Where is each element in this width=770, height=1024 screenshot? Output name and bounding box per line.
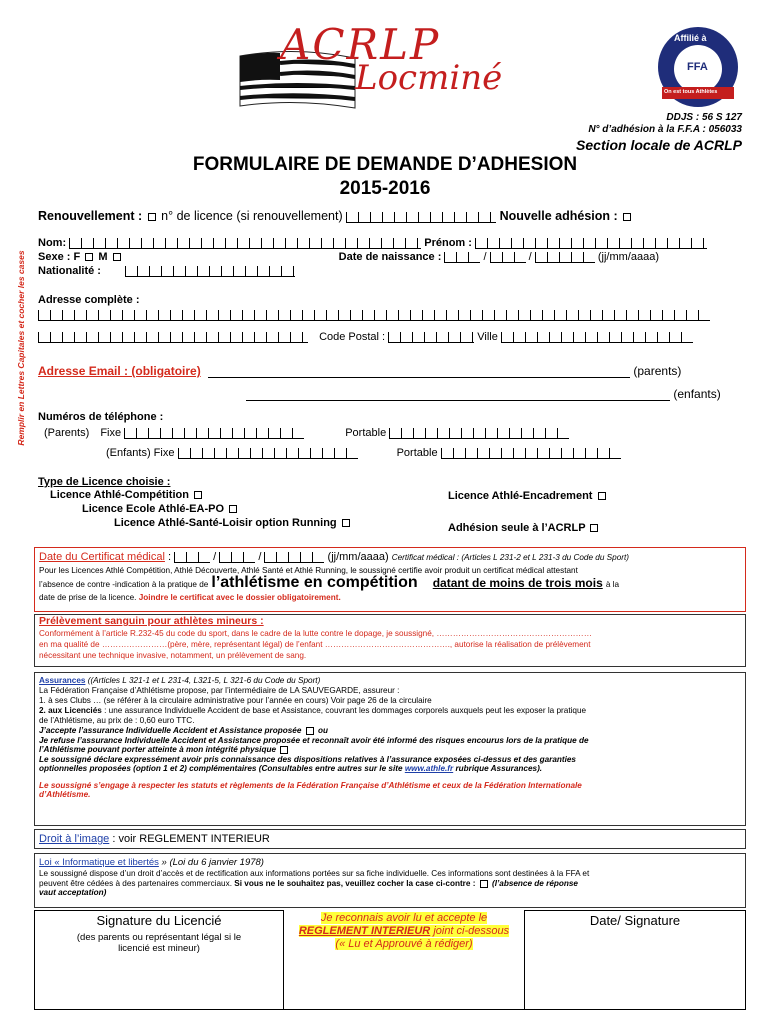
assurance-declare-line-2: optionnelles proposées (option 1 et 2) complémentaires (Consultables entre autres sur le site	[39, 764, 403, 773]
assurance-declare-line-1: Le soussigné déclare expressément avoir pris connaissance des dispositions relatives à l’assurance exposées ci-dessus et des garanties	[39, 755, 576, 764]
certificat-competition: l’athlétisme en compétition	[211, 574, 418, 591]
email-block	[38, 364, 721, 401]
phone-enfants-portable-label: Portable	[396, 447, 438, 459]
birth-year-field[interactable]	[535, 252, 595, 263]
reglement-text-1: Je reconnais avoir lu et accepte le	[320, 912, 488, 924]
assurance-declare-line-2b: rubrique Assurances).	[455, 764, 543, 773]
licence-title: Type de Licence choisie :	[38, 476, 171, 488]
certificat-text-1: Pour les Licences Athlé Compétition, Athlé Découverte, Athlé Santé et Athlé Running, le soussigné certifie avoir produit un certificat médical attestant	[39, 566, 578, 575]
phone-parents-fixe-label: Fixe	[100, 427, 122, 439]
phones-title: Numéros de téléphone :	[38, 411, 164, 423]
adhesion-seule	[448, 522, 600, 534]
phone-parents-portable-field[interactable]	[389, 428, 569, 439]
assurances-line-3: : une assurance Individuelle Accident de base et Assistance, couvrant les dommages corporels auxquels peut les exposer la pratique	[104, 706, 587, 715]
sexe-label: Sexe : F	[38, 251, 81, 263]
assurances-licencies: 2. aux Licenciés	[39, 706, 102, 715]
ville-label: Ville	[477, 331, 498, 343]
phone-enfants-fixe-label: (Enfants) Fixe	[106, 447, 175, 459]
prelevement-line-3: nécessitant une technique invasive, notamment, un prélèvement de sang.	[39, 651, 307, 660]
sexe-f-checkbox[interactable]	[85, 253, 93, 261]
phone-parents-label: (Parents)	[44, 427, 90, 439]
athle-link[interactable]: www.athle.fr	[404, 764, 454, 773]
new-membership-label: Nouvelle adhésion :	[499, 209, 618, 223]
email-parents-field[interactable]	[208, 366, 630, 378]
phone-parents-portable-label: Portable	[345, 427, 387, 439]
droit-image-box	[34, 829, 746, 849]
licence-number-field[interactable]	[346, 212, 496, 223]
assurance-accept-checkbox[interactable]	[306, 727, 314, 735]
code-postal-field[interactable]	[388, 332, 474, 343]
date-signature-box[interactable]	[524, 910, 746, 1010]
ddjs-number: DDJS : 56 S 127	[666, 112, 742, 123]
assurance-refuse-checkbox[interactable]	[280, 746, 288, 754]
renew-row	[38, 209, 633, 223]
nom-label: Nom:	[38, 237, 67, 249]
ffa-badge	[656, 25, 740, 109]
certificat-text-2b: à la	[605, 580, 620, 589]
address-block	[38, 294, 710, 343]
licence-encadrement	[448, 490, 608, 502]
sexe-m-label: M	[98, 251, 108, 263]
adhesion-seule-label: Adhésion seule à l’ACRLP	[448, 522, 586, 534]
reglement-text-3: (« Lu et Approuvé à rédiger)	[335, 938, 473, 950]
assurances-ref: ((Articles L 321-1 et L 231-4, L321-5, L 321-6 du Code du Sport)	[87, 676, 321, 685]
loi-ref: » (Loi du 6 janvier 1978)	[161, 857, 264, 868]
email-label: Adresse Email : (obligatoire)	[38, 364, 201, 378]
loi-optout-checkbox[interactable]	[480, 880, 488, 888]
licence-competition-label: Licence Athlé-Compétition	[50, 489, 189, 501]
prelevement-line-2: en ma qualité de ……………………(père, mère, représentant légal) de l’enfant ………………………………………., autorise la réalisation de prélèvement	[39, 640, 591, 649]
logo-text-locmine: Locminé	[355, 58, 503, 98]
side-instruction: Remplir en Lettres Capitales et cocher les cases	[16, 250, 26, 446]
prenom-label: Prénom :	[424, 237, 472, 249]
adhesion-seule-checkbox[interactable]	[590, 524, 598, 532]
reglement-link[interactable]: REGLEMENT INTERIEUR	[298, 925, 431, 937]
ffa-badge-top: Affilié à	[674, 33, 707, 43]
phone-enfants-fixe-field[interactable]	[178, 448, 358, 459]
renew-checkbox[interactable]	[148, 213, 156, 221]
licence-sante-checkbox[interactable]	[342, 519, 350, 527]
licence-ecole-checkbox[interactable]	[229, 505, 237, 513]
assurances-box	[34, 672, 746, 826]
new-membership-checkbox[interactable]	[623, 213, 631, 221]
sexe-m-checkbox[interactable]	[113, 253, 121, 261]
engage-line-1: Le soussigné s’engage à respecter les statuts et règlements de la Fédération Française d’Athlétisme et ceux de la Fédération Internationale	[39, 781, 582, 790]
club-logo	[205, 18, 545, 113]
nom-field[interactable]	[69, 238, 421, 249]
phone-enfants-portable-field[interactable]	[441, 448, 621, 459]
birth-month-field[interactable]	[490, 252, 526, 263]
nationalite-label: Nationalité :	[38, 265, 101, 277]
prenom-field[interactable]	[475, 238, 707, 249]
assurance-accept-label: J’accepte l’assurance Individuelle Accident et Assistance proposée	[39, 726, 302, 735]
assurances-title: Assurances	[39, 676, 86, 685]
form-title: FORMULAIRE DE DEMANDE D’ADHESION	[192, 154, 578, 175]
identity-block: Nom: Prénom : Sexe : F M Date de naissance : / / (jj/mm/aaaa) Nationalité :	[38, 237, 707, 277]
reglement-box	[284, 910, 524, 1010]
assurance-refuse-line-1: Je refuse l’assurance Individuelle Accident et Assistance proposée et reconnaît avoir été informé des risques encourus lors de la pratique de	[39, 736, 589, 745]
ville-field[interactable]	[501, 332, 693, 343]
assurances-line-4: de l’Athlétisme, au prix de : 0,60 euro TTC.	[39, 716, 195, 725]
nationalite-field[interactable]	[125, 266, 295, 277]
licence-number-label: n° de licence (si renouvellement)	[161, 209, 343, 223]
engage-line-2: d’Athlétisme.	[39, 790, 91, 799]
certificat-datant: datant de moins de trois mois	[432, 576, 603, 590]
assurances-line-1: La Fédération Française d’Athlétisme propose, par l’intermédiaire de LA SAUVEGARDE, assureur :	[39, 686, 400, 695]
certificat-label: Date du Certificat médical	[39, 551, 165, 563]
certificat-text-2a: l’absence de contre -indication à la pratique de	[39, 580, 209, 589]
phone-parents-fixe-field[interactable]	[124, 428, 304, 439]
birth-format: (jj/mm/aaaa)	[597, 251, 659, 263]
birth-day-field[interactable]	[444, 252, 480, 263]
reglement-text-2: joint ci-dessous	[433, 925, 510, 937]
certificat-month-field[interactable]	[219, 552, 255, 563]
signature-title: Signature du Licencié	[96, 913, 222, 928]
certificat-year-field[interactable]	[264, 552, 324, 563]
email-enfants-field[interactable]	[246, 389, 670, 401]
certificat-note: Certificat médical : (Articles L 231-2 et L 231-3 du Code du Sport)	[391, 553, 629, 562]
loi-box	[34, 853, 746, 908]
date-signature-title: Date/ Signature	[589, 913, 681, 928]
loi-line-1: Le soussigné dispose d’un droit d’accès et de rectification aux informations portées sur sa fiche individuelle. Ces informations sont destinées à la FFA et	[39, 869, 590, 878]
signature-subtitle: (des parents ou représentant légal si le licencié est mineur)	[76, 932, 242, 954]
certificat-text-3: date de prise de la licence.	[39, 593, 137, 602]
prelevement-line-1: Conformément à l’article R.232-45 du code du sport, dans le cadre de la lutte contre le dopage, je soussigné, …………………………………………………	[39, 629, 592, 638]
licence-sante-label: Licence Athlé-Santé-Loisir option Running	[114, 517, 337, 529]
form-year: 2015-2016	[339, 178, 431, 199]
licence-encadrement-label: Licence Athlé-Encadrement	[448, 490, 593, 502]
certificat-join: Joindre le certificat avec le dossier obligatoirement.	[138, 593, 341, 602]
email-parents-suffix: (parents)	[633, 364, 682, 378]
prelevement-title: Prélèvement sanguin pour athlètes mineurs :	[39, 615, 264, 627]
assurance-ou: ou	[317, 726, 328, 735]
licence-block	[38, 476, 352, 529]
certificat-box: Date du Certificat médical : / / (jj/mm/aaaa) Certificat médical : (Articles L 231-2 et L 231-3 du Code du Sport) Pour les Licences Athlé Compétition, Athlé Découverte, Athlé Santé et Athlé Running, le soussigné certifie avoir produit un certificat médical attestant l’absence de contre -indication à la pratique de l’athlétisme en compétition datant de moins de trois mois à la date de prise de la licence. Joindre le certificat avec le dossier obligatoirement.	[34, 547, 746, 612]
certificat-format: (jj/mm/aaaa)	[327, 551, 389, 563]
address-line-2[interactable]	[38, 332, 308, 343]
phones-block	[38, 411, 621, 459]
certificat-day-field[interactable]	[174, 552, 210, 563]
licence-competition-checkbox[interactable]	[194, 491, 202, 499]
licence-ecole-label: Licence Ecole Athlé-EA-PO	[82, 503, 225, 515]
code-postal-label: Code Postal :	[319, 331, 386, 343]
assurances-line-2: 1. à ses Clubs … (se référer à la circulaire administrative pour l’année en cours) Voir page 26 de la circulaire	[39, 696, 432, 705]
signature-licencie-box[interactable]	[34, 910, 284, 1010]
ffa-badge-center: FFA	[687, 61, 708, 73]
ffa-badge-bottom: On est tous Athlètes	[664, 89, 718, 95]
ffa-adhesion-number: N° d’adhésion à la F.F.A : 056033	[588, 124, 742, 135]
renew-label: Renouvellement :	[38, 209, 143, 223]
droit-image-text: : voir REGLEMENT INTERIEUR	[112, 833, 270, 845]
address-label: Adresse complète :	[38, 294, 140, 306]
prelevement-box	[34, 614, 746, 667]
logo-text-acrlp: ACRLP	[280, 20, 441, 69]
email-enfants-suffix: (enfants)	[673, 387, 721, 401]
naissance-label: Date de naissance :	[338, 251, 442, 263]
droit-image-label: Droit à l’image	[39, 833, 110, 845]
section-locale: Section locale de ACRLP	[576, 137, 742, 153]
assurance-refuse-line-2: l’Athlétisme pouvant porter atteinte à mon intégrité physique	[39, 745, 277, 754]
loi-line-2b: Si vous ne le souhaitez pas, veuillez cocher la case ci-contre :	[234, 879, 476, 888]
address-line-1[interactable]	[38, 310, 710, 321]
loi-line-2c: (l’absence de réponse	[491, 879, 578, 888]
loi-line-3: vaut acceptation)	[39, 888, 107, 897]
loi-label: Loi « Informatique et libertés	[39, 857, 159, 868]
loi-line-2a: peuvent être cédées à des partenaires commerciaux.	[39, 879, 232, 888]
licence-encadrement-checkbox[interactable]	[598, 492, 606, 500]
